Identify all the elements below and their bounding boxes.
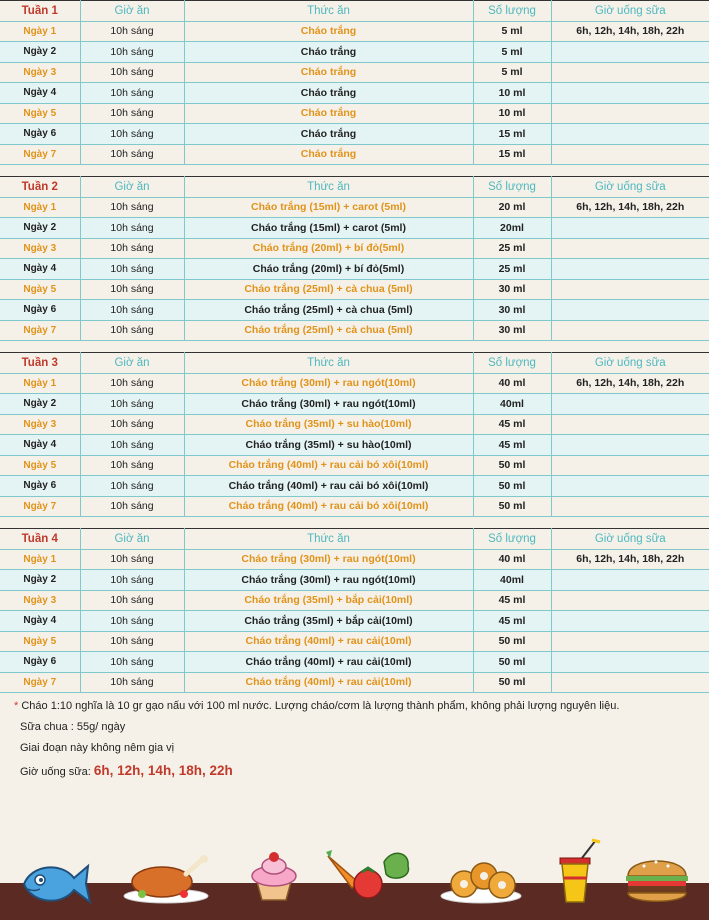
- header-food: Thức ăn: [184, 353, 473, 374]
- milk-times-cell: [551, 279, 709, 300]
- time-cell: 10h sáng: [80, 611, 184, 632]
- food-cell: Cháo trắng (40ml) + rau cải bó xôi(10ml): [184, 455, 473, 476]
- day-cell: Ngày 2: [0, 218, 80, 239]
- food-cell: Cháo trắng (40ml) + rau cải bó xôi(10ml): [184, 496, 473, 517]
- day-cell: Ngày 1: [0, 197, 80, 218]
- header-qty: Số lượng: [473, 1, 551, 22]
- qty-cell: 30 ml: [473, 320, 551, 341]
- schedule-table: [0, 0, 709, 165]
- milk-times-cell: 6h, 12h, 14h, 18h, 22h: [551, 373, 709, 394]
- day-cell: Ngày 7: [0, 496, 80, 517]
- roast-chicken-icon: [122, 852, 214, 904]
- milk-times-cell: [551, 124, 709, 145]
- day-cell: Ngày 7: [0, 320, 80, 341]
- day-cell: Ngày 5: [0, 631, 80, 652]
- table-row: [0, 476, 709, 497]
- qty-cell: 50 ml: [473, 476, 551, 497]
- day-cell: Ngày 5: [0, 103, 80, 124]
- header-qty: Số lượng: [473, 529, 551, 550]
- time-cell: 10h sáng: [80, 103, 184, 124]
- vegetables-icon: [322, 848, 412, 902]
- time-cell: 10h sáng: [80, 373, 184, 394]
- qty-cell: 45 ml: [473, 414, 551, 435]
- time-cell: 10h sáng: [80, 42, 184, 63]
- day-cell: Ngày 5: [0, 455, 80, 476]
- day-cell: Ngày 7: [0, 144, 80, 165]
- milk-times-cell: [551, 394, 709, 415]
- table-row: [0, 394, 709, 415]
- time-cell: 10h sáng: [80, 279, 184, 300]
- milk-times-cell: [551, 144, 709, 165]
- qty-cell: 5 ml: [473, 62, 551, 83]
- food-cell: Cháo trắng (30ml) + rau ngót(10ml): [184, 373, 473, 394]
- burger-icon: [624, 850, 690, 906]
- table-row: [0, 197, 709, 218]
- table-row: [0, 300, 709, 321]
- milk-times-cell: [551, 496, 709, 517]
- food-cell: Cháo trắng (35ml) + bắp cải(10ml): [184, 611, 473, 632]
- week-label: Tuần 3: [0, 353, 80, 374]
- header-milk-times: Giờ uống sữa: [551, 1, 709, 22]
- qty-cell: 45 ml: [473, 590, 551, 611]
- time-cell: 10h sáng: [80, 496, 184, 517]
- table-row: [0, 238, 709, 259]
- milk-times-cell: [551, 652, 709, 673]
- table-row: [0, 611, 709, 632]
- milk-times-cell: [551, 300, 709, 321]
- qty-cell: 40ml: [473, 394, 551, 415]
- milk-times-cell: [551, 218, 709, 239]
- milk-times-cell: 6h, 12h, 14h, 18h, 22h: [551, 21, 709, 42]
- milk-times-cell: [551, 590, 709, 611]
- day-cell: Ngày 6: [0, 652, 80, 673]
- week-label: Tuần 1: [0, 1, 80, 22]
- qty-cell: 45 ml: [473, 611, 551, 632]
- milk-times-cell: [551, 238, 709, 259]
- qty-cell: 45 ml: [473, 435, 551, 456]
- day-cell: Ngày 3: [0, 62, 80, 83]
- day-cell: Ngày 2: [0, 570, 80, 591]
- milk-times-cell: [551, 611, 709, 632]
- milk-times-cell: [551, 631, 709, 652]
- fish-icon: [18, 858, 92, 910]
- day-cell: Ngày 1: [0, 373, 80, 394]
- milk-note-times: 6h, 12h, 14h, 18h, 22h: [93, 763, 233, 778]
- table-row: [0, 414, 709, 435]
- food-cell: Cháo trắng (40ml) + rau cải(10ml): [184, 652, 473, 673]
- qty-cell: 50 ml: [473, 652, 551, 673]
- table-row: [0, 570, 709, 591]
- table-row: [0, 435, 709, 456]
- cupcake-icon: [246, 848, 302, 902]
- day-cell: Ngày 2: [0, 394, 80, 415]
- qty-cell: 40 ml: [473, 373, 551, 394]
- time-cell: 10h sáng: [80, 259, 184, 280]
- donuts-icon: [438, 858, 524, 904]
- qty-cell: 20 ml: [473, 197, 551, 218]
- day-cell: Ngày 4: [0, 83, 80, 104]
- header-milk-times: Giờ uống sữa: [551, 529, 709, 550]
- header-food: Thức ăn: [184, 529, 473, 550]
- porridge-note: [14, 700, 704, 712]
- milk-times-cell: [551, 103, 709, 124]
- table-row: [0, 631, 709, 652]
- milk-times-cell: [551, 476, 709, 497]
- table-row: [0, 62, 709, 83]
- table-row: [0, 103, 709, 124]
- table-row: [0, 218, 709, 239]
- table-row: [0, 549, 709, 570]
- milk-times-cell: [551, 62, 709, 83]
- qty-cell: 25 ml: [473, 259, 551, 280]
- soda-cup-icon: [556, 838, 602, 906]
- milk-times-cell: [551, 455, 709, 476]
- day-cell: Ngày 2: [0, 42, 80, 63]
- day-cell: Ngày 4: [0, 259, 80, 280]
- day-cell: Ngày 6: [0, 300, 80, 321]
- milk-note: [14, 763, 704, 778]
- food-cell: Cháo trắng: [184, 21, 473, 42]
- day-cell: Ngày 3: [0, 590, 80, 611]
- food-cell: Cháo trắng (20ml) + bí đỏ(5ml): [184, 259, 473, 280]
- qty-cell: 40ml: [473, 570, 551, 591]
- food-cell: Cháo trắng: [184, 83, 473, 104]
- milk-times-cell: [551, 414, 709, 435]
- food-cell: Cháo trắng (20ml) + bí đỏ(5ml): [184, 238, 473, 259]
- time-cell: 10h sáng: [80, 62, 184, 83]
- time-cell: 10h sáng: [80, 238, 184, 259]
- food-cell: Cháo trắng: [184, 124, 473, 145]
- milk-times-cell: [551, 672, 709, 693]
- time-cell: 10h sáng: [80, 570, 184, 591]
- time-cell: 10h sáng: [80, 320, 184, 341]
- qty-cell: 50 ml: [473, 631, 551, 652]
- milk-times-cell: [551, 435, 709, 456]
- week-table-3: [0, 352, 709, 517]
- seasoning-note: Giai đoạn này không nêm gia vị: [20, 742, 175, 754]
- qty-cell: 15 ml: [473, 124, 551, 145]
- milk-note-label: Giờ uống sữa:: [20, 766, 91, 778]
- day-cell: Ngày 5: [0, 279, 80, 300]
- time-cell: 10h sáng: [80, 435, 184, 456]
- table-row: [0, 21, 709, 42]
- day-cell: Ngày 3: [0, 238, 80, 259]
- food-cell: Cháo trắng (35ml) + bắp cải(10ml): [184, 590, 473, 611]
- table-row: [0, 42, 709, 63]
- milk-times-cell: [551, 570, 709, 591]
- time-cell: 10h sáng: [80, 83, 184, 104]
- header-qty: Số lượng: [473, 353, 551, 374]
- food-cell: Cháo trắng (30ml) + rau ngót(10ml): [184, 549, 473, 570]
- header-qty: Số lượng: [473, 177, 551, 198]
- food-cell: Cháo trắng: [184, 144, 473, 165]
- day-cell: Ngày 4: [0, 611, 80, 632]
- week-table-1: [0, 0, 709, 165]
- qty-cell: 5 ml: [473, 42, 551, 63]
- qty-cell: 10 ml: [473, 103, 551, 124]
- food-cell: Cháo trắng (25ml) + cà chua (5ml): [184, 320, 473, 341]
- qty-cell: 40 ml: [473, 549, 551, 570]
- food-cell: Cháo trắng: [184, 62, 473, 83]
- table-row: [0, 124, 709, 145]
- food-cell: Cháo trắng (15ml) + carot (5ml): [184, 197, 473, 218]
- header-food: Thức ăn: [184, 1, 473, 22]
- time-cell: 10h sáng: [80, 455, 184, 476]
- table-row: [0, 144, 709, 165]
- food-cell: Cháo trắng (35ml) + su hào(10ml): [184, 435, 473, 456]
- day-cell: Ngày 6: [0, 124, 80, 145]
- table-row: [0, 259, 709, 280]
- time-cell: 10h sáng: [80, 21, 184, 42]
- time-cell: 10h sáng: [80, 476, 184, 497]
- week-table-2: [0, 176, 709, 341]
- time-cell: 10h sáng: [80, 124, 184, 145]
- header-time: Giờ ăn: [80, 529, 184, 550]
- header-milk-times: Giờ uống sữa: [551, 353, 709, 374]
- table-row: [0, 279, 709, 300]
- time-cell: 10h sáng: [80, 218, 184, 239]
- time-cell: 10h sáng: [80, 549, 184, 570]
- yogurt-note: Sữa chua : 55g/ ngày: [20, 721, 126, 733]
- schedule-table: [0, 352, 709, 517]
- header-time: Giờ ăn: [80, 1, 184, 22]
- food-cell: Cháo trắng (35ml) + su hào(10ml): [184, 414, 473, 435]
- day-cell: Ngày 4: [0, 435, 80, 456]
- food-cell: Cháo trắng (40ml) + rau cải(10ml): [184, 672, 473, 693]
- table-row: [0, 320, 709, 341]
- qty-cell: 50 ml: [473, 672, 551, 693]
- day-cell: Ngày 7: [0, 672, 80, 693]
- note-asterisk: *: [14, 700, 19, 712]
- milk-times-cell: 6h, 12h, 14h, 18h, 22h: [551, 197, 709, 218]
- table-row: [0, 590, 709, 611]
- day-cell: Ngày 1: [0, 549, 80, 570]
- qty-cell: 5 ml: [473, 21, 551, 42]
- time-cell: 10h sáng: [80, 414, 184, 435]
- schedule-table: [0, 176, 709, 341]
- food-cell: Cháo trắng (15ml) + carot (5ml): [184, 218, 473, 239]
- table-row: [0, 652, 709, 673]
- header-time: Giờ ăn: [80, 353, 184, 374]
- notes-section: [14, 700, 704, 787]
- day-cell: Ngày 1: [0, 21, 80, 42]
- qty-cell: 25 ml: [473, 238, 551, 259]
- time-cell: 10h sáng: [80, 300, 184, 321]
- day-cell: Ngày 6: [0, 476, 80, 497]
- table-row: [0, 455, 709, 476]
- time-cell: 10h sáng: [80, 652, 184, 673]
- food-cell: Cháo trắng (40ml) + rau cải bó xôi(10ml): [184, 476, 473, 497]
- qty-cell: 30 ml: [473, 300, 551, 321]
- milk-times-cell: [551, 320, 709, 341]
- qty-cell: 50 ml: [473, 496, 551, 517]
- food-cell: Cháo trắng (30ml) + rau ngót(10ml): [184, 570, 473, 591]
- qty-cell: 50 ml: [473, 455, 551, 476]
- milk-times-cell: [551, 83, 709, 104]
- time-cell: 10h sáng: [80, 197, 184, 218]
- food-cell: Cháo trắng (30ml) + rau ngót(10ml): [184, 394, 473, 415]
- milk-times-cell: [551, 42, 709, 63]
- food-cell: Cháo trắng (25ml) + cà chua (5ml): [184, 300, 473, 321]
- table-row: [0, 373, 709, 394]
- porridge-note-text: Cháo 1:10 nghĩa là 10 gr gạo nấu với 100 ml nước. Lượng cháo/cơm là lượng thành phẩm, không phải lượng nguyên liệu.: [21, 700, 620, 712]
- header-time: Giờ ăn: [80, 177, 184, 198]
- week-label: Tuần 4: [0, 529, 80, 550]
- food-cell: Cháo trắng: [184, 42, 473, 63]
- food-cell: Cháo trắng: [184, 103, 473, 124]
- food-cell: Cháo trắng (25ml) + cà chua (5ml): [184, 279, 473, 300]
- time-cell: 10h sáng: [80, 144, 184, 165]
- qty-cell: 15 ml: [473, 144, 551, 165]
- day-cell: Ngày 3: [0, 414, 80, 435]
- schedule-table: [0, 528, 709, 693]
- qty-cell: 10 ml: [473, 83, 551, 104]
- time-cell: 10h sáng: [80, 672, 184, 693]
- week-label: Tuần 2: [0, 177, 80, 198]
- header-milk-times: Giờ uống sữa: [551, 177, 709, 198]
- time-cell: 10h sáng: [80, 394, 184, 415]
- week-table-4: [0, 528, 709, 693]
- time-cell: 10h sáng: [80, 590, 184, 611]
- time-cell: 10h sáng: [80, 631, 184, 652]
- table-row: [0, 672, 709, 693]
- milk-times-cell: 6h, 12h, 14h, 18h, 22h: [551, 549, 709, 570]
- header-food: Thức ăn: [184, 177, 473, 198]
- table-row: [0, 496, 709, 517]
- milk-times-cell: [551, 259, 709, 280]
- table-row: [0, 83, 709, 104]
- qty-cell: 20ml: [473, 218, 551, 239]
- qty-cell: 30 ml: [473, 279, 551, 300]
- food-cell: Cháo trắng (40ml) + rau cải(10ml): [184, 631, 473, 652]
